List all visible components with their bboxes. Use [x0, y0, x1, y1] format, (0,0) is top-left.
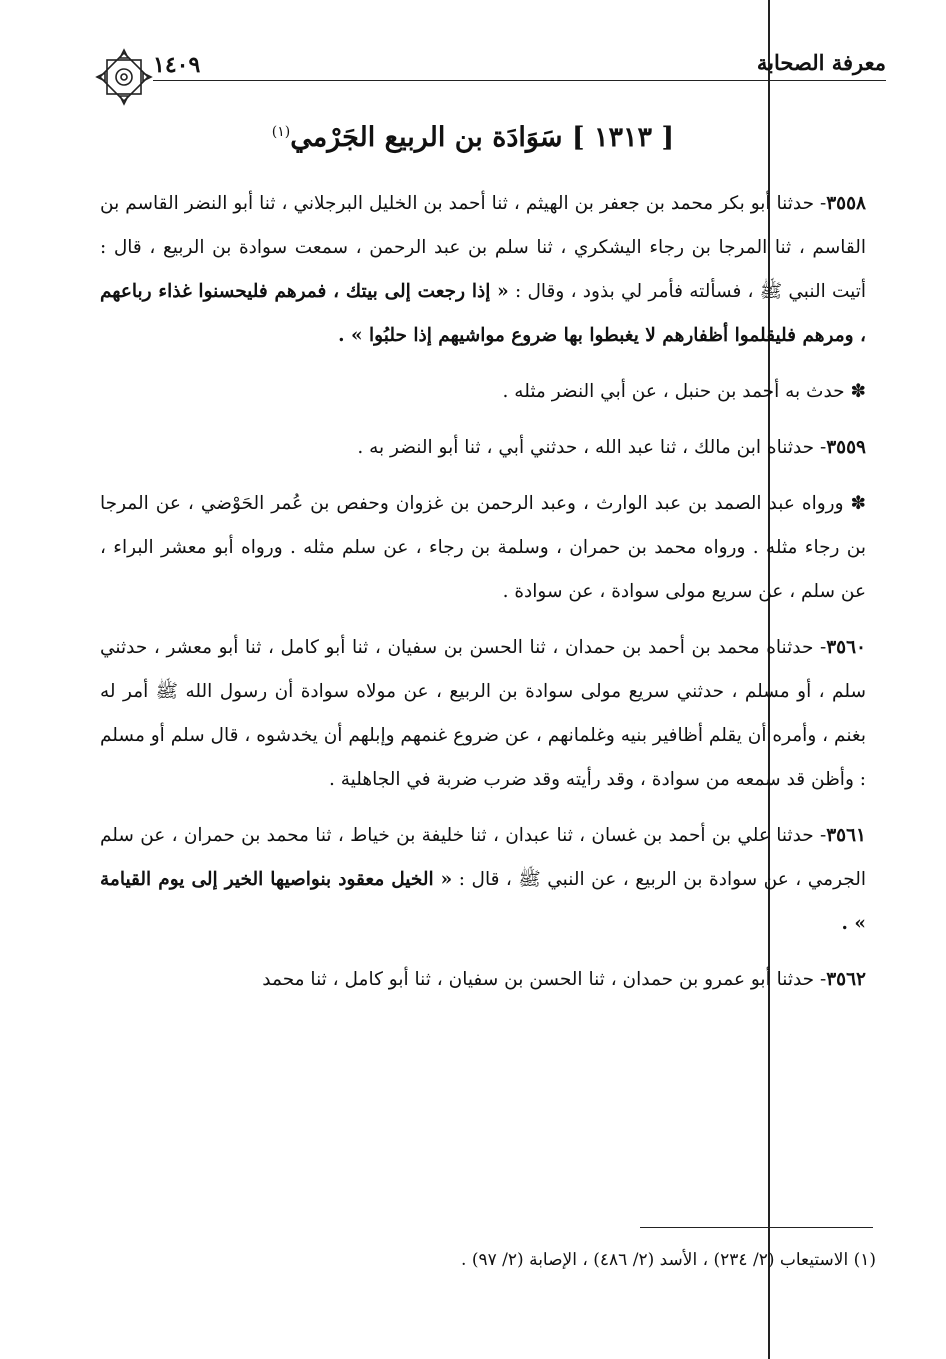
paragraph-p3562 [100, 958, 866, 1002]
hadith-number: ٣٥٦٢ [826, 969, 866, 990]
page-number: ١٤٠٩ [153, 52, 201, 78]
footnote-rule [640, 1227, 873, 1228]
footnote-ref: (١) [271, 124, 291, 140]
body-text [100, 182, 866, 1014]
paragraph-text: - حدثناه ابن مالك ، ثنا عبد الله ، حدثني أبي ، ثنا أبو النضر به . [357, 437, 827, 458]
paragraph-p3561 [100, 814, 866, 946]
entry-heading [0, 122, 946, 153]
paragraph-text: - حدثناه محمد بن أحمد بن حمدان ، ثنا الحسن بن سفيان ، ثنا أبو كامل ، ثنا أبو معشر ، حدثني سلم ، أو مسلم ، حدثني سريع مولى سوادة بن الربيع ، عن مولاه سوادة أن رسول الله ﷺ أمر له بغنم ، وأمره أن يقلم أظافير بنيه وغلمانهم ، عن ضروع غنمهم وإبلهم أن يخدشوه ، قال سلم أو مسلم : وأظن قد سمعه من سوادة ، وقد رأيته وقد ضرب ضربة في الجاهلية . [100, 637, 866, 790]
hadith-quote: « الخيل معقود بنواصيها الخير إلى يوم القيامة » . [100, 869, 866, 934]
running-title: معرفة الصحابة [756, 50, 886, 75]
footnote: (١) الاستيعاب (٢/ ٢٣٤) ، الأسد (٢/ ٤٨٦) ، الإصابة (٢/ ٩٧) . [461, 1250, 876, 1270]
paragraph-p3558 [100, 182, 866, 358]
ornament-star-icon [95, 48, 153, 106]
entry-heading-text: [ ١٣١٣ ] سَوَادَة بن الربيع الجَرْمي [290, 122, 675, 153]
header-rule [153, 80, 886, 81]
hadith-number: ٣٥٦١ [826, 825, 866, 846]
paragraph-note1 [100, 370, 866, 414]
page-header [95, 48, 886, 108]
paragraph-text: - حدثنا أبو بكر محمد بن جعفر بن الهيثم ، ثنا أحمد بن الخليل البرجلاني ، ثنا أبو النضر القاسم بن القاسم ، ثنا المرجا بن رجاء اليشكري ، ثنا سلم بن عبد الرحمن ، سمعت سوادة بن الربيع ، قال : أتيت النبي ﷺ ، فسألته فأمر لي بذود ، وقال : [100, 193, 866, 302]
hadith-quote: « إذا رجعت إلى بيتك ، فمرهم فليحسنوا غذاء رباعهم ، ومرهم فليقلموا أظفارهم لا يغبطوا بها ضروع مواشيهم إذا حلبُوا » . [100, 281, 866, 346]
paragraph-text: ✽ حدث به أحمد بن حنبل ، عن أبي النضر مثله . [502, 381, 866, 402]
paragraph-note2 [100, 482, 866, 614]
paragraph-text: - حدثنا علي بن أحمد بن غسان ، ثنا عبدان ، ثنا خليفة بن خياط ، ثنا محمد بن حمران ، عن سلم الجرمي ، عن سوادة بن الربيع ، عن النبي ﷺ ، قال : [100, 825, 867, 890]
paragraph-text: - حدثنا أبو عمرو بن حمدان ، ثنا الحسن بن سفيان ، ثنا أبو كامل ، ثنا محمد [262, 969, 827, 990]
hadith-number: ٣٥٥٩ [826, 437, 866, 458]
paragraph-text: ✽ ورواه عبد الصمد بن عبد الوارث ، وعبد الرحمن بن غزوان وحفص بن عُمر الحَوْضي ، عن المرجا بن رجاء مثله . ورواه محمد بن حمران ، وسلمة بن رجاء ، عن سلم مثله . ورواه أبو معشر البراء ، عن سلم ، عن سريع مولى سوادة ، عن سوادة . [100, 493, 866, 602]
hadith-number: ٣٥٥٨ [826, 193, 866, 214]
paragraph-p3560 [100, 626, 866, 802]
paragraph-p3559 [100, 426, 866, 470]
hadith-number: ٣٥٦٠ [826, 637, 866, 658]
